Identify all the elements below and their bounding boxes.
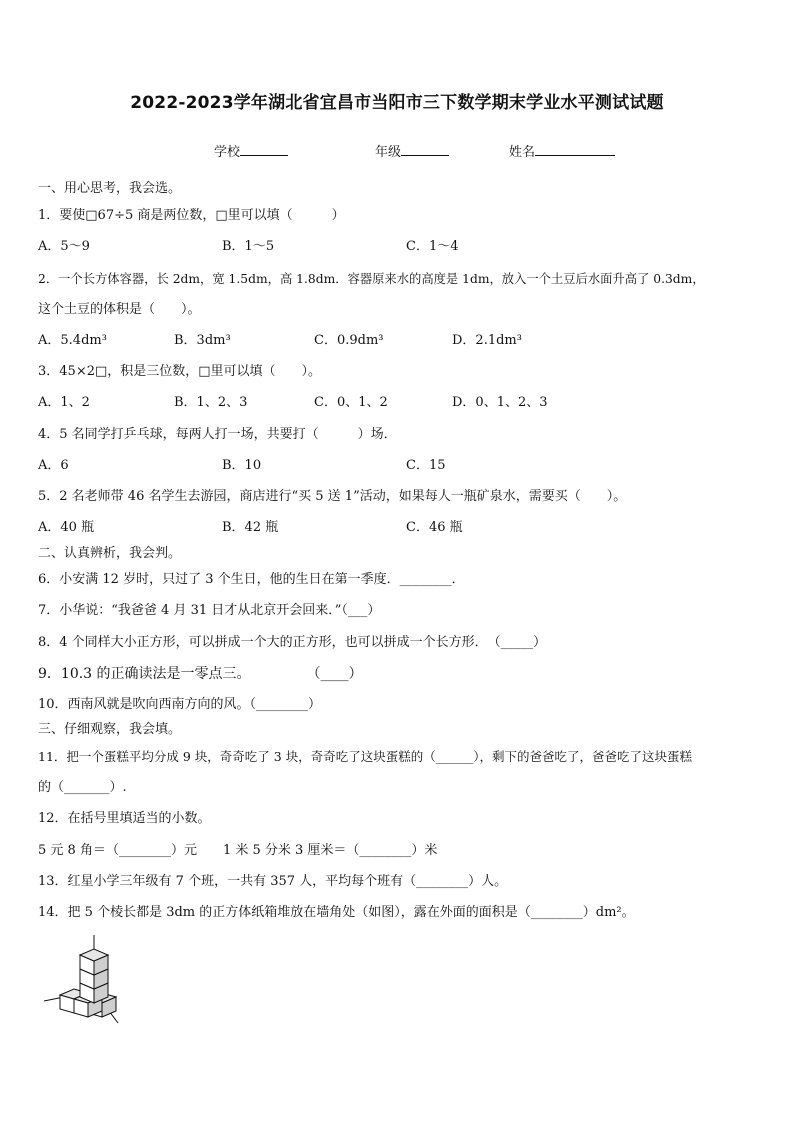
q1-option-a: A．5～9: [38, 239, 90, 254]
q4-option-a: A．6: [38, 458, 69, 473]
question-12-items: 5 元 8 角＝（________）元 1 米 5 分米 3 厘米＝（________）米: [38, 843, 438, 858]
q3-option-b: B．1、2、3: [174, 395, 248, 410]
name-blank[interactable]: [535, 143, 615, 156]
school-blank[interactable]: [240, 143, 288, 156]
school-label: 学校: [214, 145, 241, 160]
section-heading-1: 一、用心思考，我会选。: [38, 181, 182, 196]
q2-option-d: D．2.1dm³: [452, 333, 522, 348]
q3-option-d: D．0、1、2、3: [452, 395, 548, 410]
q3-option-c: C．0、1、2: [314, 395, 388, 410]
question-1: 1．要使□67÷5 商是两位数，□里可以填（ ）: [38, 208, 345, 223]
q4-option-b: B．10: [222, 458, 262, 473]
question-5: 5．2 名老师带 46 名学生去游园，商店进行“买 5 送 1”活动，如果每人一瓶矿泉水，需要买（ ）。: [38, 489, 627, 504]
q5-option-c: C．46 瓶: [406, 520, 463, 535]
section-heading-2: 二、认真辨析，我会判。: [38, 546, 182, 561]
q5-option-a: A．40 瓶: [38, 520, 95, 535]
q5-option-b: B．42 瓶: [222, 520, 279, 535]
school-field: [214, 141, 288, 160]
q4-option-c: C．15: [406, 458, 446, 473]
grade-field: [375, 141, 449, 160]
question-13: 13．红星小学三年级有 7 个班，一共有 357 人，平均每个班有（________）人。: [38, 874, 508, 889]
question-3: 3．45×2□，积是三位数，□里可以填（ ）。: [38, 364, 322, 379]
question-14: 14．把 5 个棱长都是 3dm 的正方体纸箱堆放在墙角处（如图），露在外面的面积是（________）dm²。: [38, 905, 635, 920]
name-field: [509, 141, 615, 160]
page-title: 2022-2023学年湖北省宜昌市当阳市三下数学期末学业水平测试试题: [130, 93, 664, 113]
question-7: 7．小华说：“我爸爸 4 月 31 日才从北京开会回来．”（___）: [38, 603, 381, 618]
q3-option-a: A．1、2: [38, 395, 90, 410]
question-12: 12．在括号里填适当的小数。: [38, 811, 211, 826]
question-4: 4．5 名同学打乒乓球，每两人打一场，共要打（ ）场．: [38, 427, 397, 442]
q2-option-b: B．3dm³: [174, 333, 231, 348]
question-2-line-2: 这个土豆的体积是（ ）。: [38, 302, 201, 317]
grade-blank[interactable]: [401, 143, 449, 156]
question-2-line-1: 2．一个长方体容器，长 2dm，宽 1.5dm，高 1.8dm．容器原来水的高度是 1dm，放入一个土豆后水面升高了 0.3dm，: [38, 272, 705, 286]
stacked-cubes-figure: [40, 935, 130, 1025]
q1-option-b: B．1～5: [222, 239, 275, 254]
grade-label: 年级: [375, 145, 402, 160]
name-label: 姓名: [509, 145, 536, 160]
section-heading-3: 三、仔细观察，我会填。: [38, 722, 182, 737]
question-11-line-2: 的（_______）.: [38, 780, 127, 795]
q2-option-c: C．0.9dm³: [314, 333, 384, 348]
q2-option-a: A．5.4dm³: [38, 333, 107, 348]
question-11-line-1: 11．把一个蛋糕平均分成 9 块，奇奇吃了 3 块，奇奇吃了这块蛋糕的（______），剩下的爸爸吃了，爸爸吃了这块蛋糕: [38, 749, 692, 764]
question-10: 10．西南风就是吹向西南方向的风。（________）: [38, 697, 322, 712]
q1-option-c: C．1～4: [406, 239, 459, 254]
question-6: 6．小安满 12 岁时，只过了 3 个生日，他的生日在第一季度．________．: [38, 572, 465, 587]
question-9: 9．10.3 的正确读法是一零点三。 （____）: [38, 666, 363, 682]
question-8: 8．4 个同样大小正方形，可以拼成一个大的正方形，也可以拼成一个长方形． （_____）: [38, 635, 547, 650]
